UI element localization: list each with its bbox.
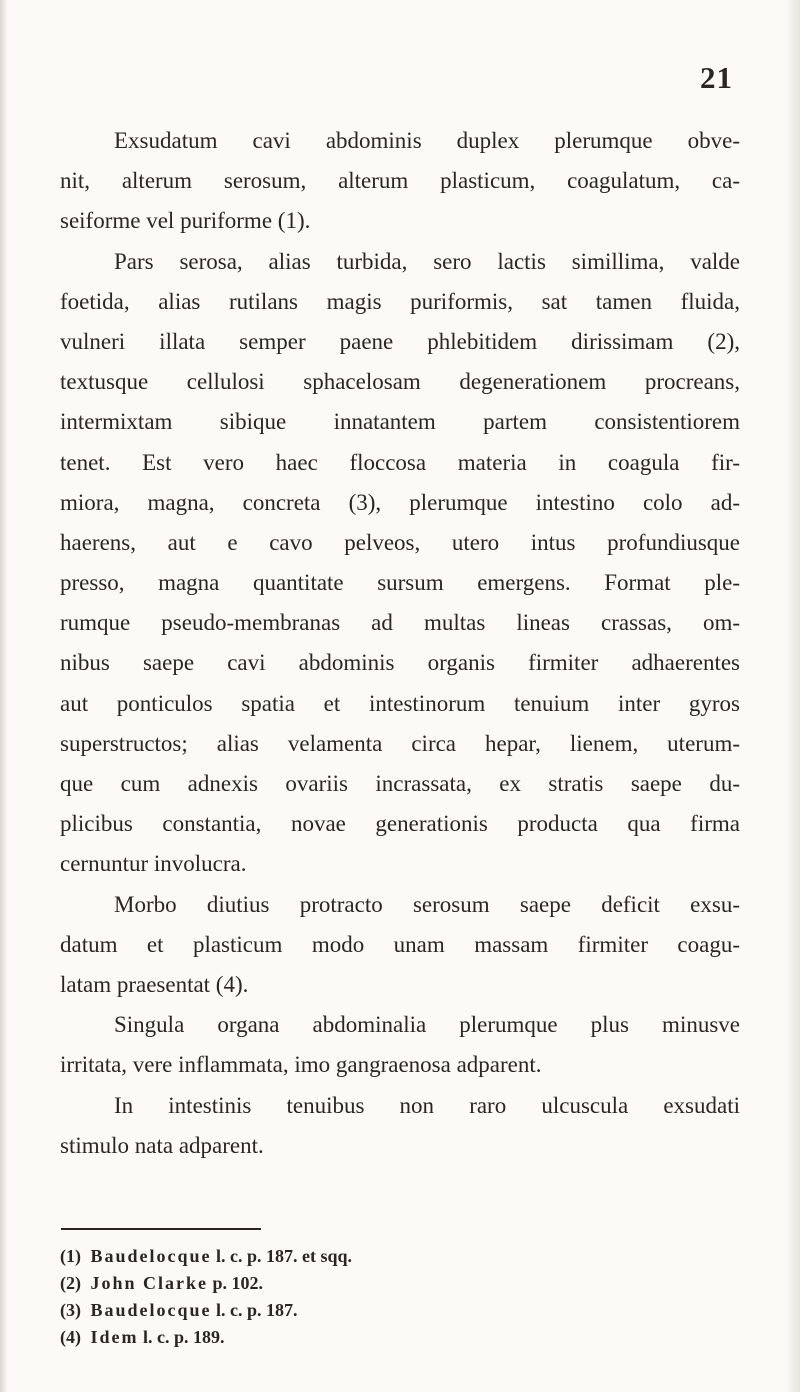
text-line: nit, alterum serosum, alterum plasticum, coagulatum, ca- (60, 168, 740, 194)
text-line: rumque pseudo-membranas ad multas lineas crassas, om- (60, 610, 740, 636)
text-line: Singula organa abdominalia plerumque plus minusve (114, 1012, 740, 1038)
text-line: aut ponticulos spatia et intestinorum tenuium inter gyros (60, 690, 740, 716)
footnotes (60, 1243, 660, 1351)
footnote-reference: l. c. p. 187. (216, 1300, 298, 1320)
text-line: cernuntur involucra. (60, 851, 247, 877)
page-right-edge (786, 0, 800, 1392)
text-line: vulneri illata semper paene phlebitidem dirissimam (2), (60, 328, 740, 354)
text-line: latam praesentat (4). (60, 971, 249, 997)
footnote-author: Idem (90, 1327, 139, 1347)
footnote (60, 1243, 660, 1270)
text-line: plicibus constantia, novae generationis producta qua firma (60, 811, 740, 837)
footnote (60, 1270, 660, 1297)
text-line: Morbo diutius protracto serosum saepe deficit exsu- (114, 891, 740, 917)
text-line: haerens, aut e cavo pelveos, utero intus profundiusque (60, 529, 740, 555)
text-line: In intestinis tenuibus non raro ulcuscula exsudati (114, 1092, 740, 1118)
page-number: 21 (700, 60, 733, 95)
text-line: stimulo nata adparent. (60, 1132, 264, 1158)
text-line: que cum adnexis ovariis incrassata, ex stratis saepe du- (60, 771, 740, 796)
text-line: intermixtam sibique innatantem partem consistentiorem (60, 409, 740, 435)
text-line: seiforme vel puriforme (1). (60, 208, 311, 234)
footnote-author: John Clarke (90, 1273, 209, 1293)
footnote-number: (1) (60, 1246, 81, 1266)
text-line: tenet. Est vero haec floccosa materia in coagula fir- (60, 449, 740, 475)
footnote (60, 1324, 660, 1351)
text-line: irritata, vere inflammata, imo gangraenosa adparent. (60, 1052, 542, 1078)
text-line: Pars serosa, alias turbida, sero lactis simillima, valde (114, 248, 740, 274)
text-line: datum et plasticum modo unam massam firmiter coagu- (60, 931, 740, 957)
page-left-edge (0, 0, 8, 1392)
body-text (60, 121, 740, 1166)
text-line: textusque cellulosi sphacelosam degenerationem procreans, (60, 369, 740, 395)
footnote-number: (3) (60, 1300, 81, 1320)
footnote-author: Baudelocque (90, 1300, 212, 1320)
footnote-reference: l. c. p. 189. (143, 1327, 225, 1347)
footnote-reference: l. c. p. 187. et sqq. (216, 1246, 353, 1266)
text-line: presso, magna quantitate sursum emergens. Format ple- (60, 570, 740, 596)
text-line: nibus saepe cavi abdominis organis firmiter adhaerentes (60, 650, 740, 676)
text-line: foetida, alias rutilans magis puriformis, sat tamen fluida, (60, 288, 740, 314)
text-line: miora, magna, concreta (3), plerumque intestino colo ad- (60, 489, 740, 515)
footnote-reference: p. 102. (212, 1273, 264, 1293)
footnote-divider (61, 1228, 261, 1230)
footnote-number: (2) (60, 1273, 81, 1293)
footnote-author: Baudelocque (90, 1246, 212, 1266)
footnote (60, 1297, 660, 1324)
text-line: superstructos; alias velamenta circa hepar, lienem, uterum- (60, 730, 740, 756)
text-line: Exsudatum cavi abdominis duplex plerumque obve- (114, 128, 740, 153)
footnote-number: (4) (60, 1327, 81, 1347)
